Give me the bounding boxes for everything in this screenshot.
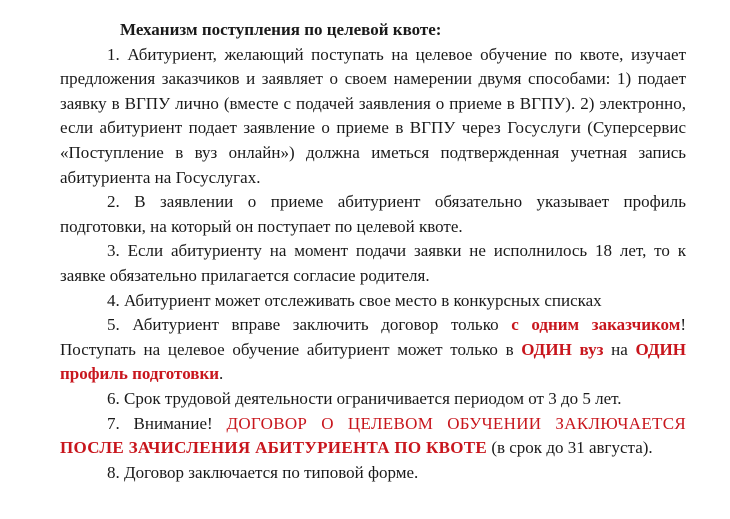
paragraph-1: 1. Абитуриент, желающий поступать на целевое обучение по квоте, изучает предложения заказчиков и заявляет о своем намерении двумя способами: 1) подает заявку в ВГПУ лично (вместе с подачей заявления о приеме в ВГПУ). 2) электронно, если абитуриент подает заявление о приеме в ВГПУ через Госуслуги (Суперсервис «Поступление в вуз онлайн») должна иметься подтвержденная учетная запись абитуриента на Госуслугах. <box>60 44 686 187</box>
paragraph-5-highlight-one-customer: с одним заказчиком <box>511 315 681 335</box>
paragraph-5 <box>60 313 686 387</box>
paragraph-8: 8. Договор заключается по типовой форме. <box>107 462 419 482</box>
paragraph-7-highlight-contract: ДОГОВОР О ЦЕЛЕВОМ ОБУЧЕНИИ ЗАКЛЮЧАЕТСЯ <box>226 413 686 433</box>
paragraph-5-text-4: . <box>219 364 224 384</box>
paragraph-7-text-1: 7. Внимание! <box>107 413 227 433</box>
paragraph-3: 3. Если абитуриенту на момент подачи заявки не исполнилось 18 лет, то к заявке обязательно прилагается согласие родителя. <box>60 241 686 285</box>
paragraph-5-highlight-one-profile: ОДИН профиль подготовки <box>60 339 686 384</box>
paragraph-7 <box>60 412 686 461</box>
paragraph-5-text-2: ! Поступать на целевое обучение абитуриент может только в <box>60 315 686 359</box>
paragraph-4: 4. Абитуриент может отслеживать свое место в конкурсных списках <box>107 290 602 310</box>
paragraph-5-highlight-one-university: ОДИН вуз <box>521 339 604 359</box>
paragraph-2: 2. В заявлении о приеме абитуриент обязательно указывает профиль подготовки, на который он поступает по целевой квоте. <box>60 192 686 236</box>
paragraph-5-text-3: на <box>603 339 636 359</box>
paragraph-7-text-2: (в срок до 31 августа). <box>487 438 653 458</box>
paragraph-5-text-1: 5. Абитуриент вправе заключить договор только <box>107 315 512 335</box>
document-body <box>60 18 686 485</box>
paragraph-6: 6. Срок трудовой деятельности ограничивается периодом от 3 до 5 лет. <box>107 388 622 408</box>
paragraph-7-highlight-after-enrollment: ПОСЛЕ ЗАЧИСЛЕНИЯ АБИТУРИЕНТА ПО КВОТЕ <box>60 438 488 458</box>
document-title: Механизм поступления по целевой квоте: <box>120 20 442 39</box>
